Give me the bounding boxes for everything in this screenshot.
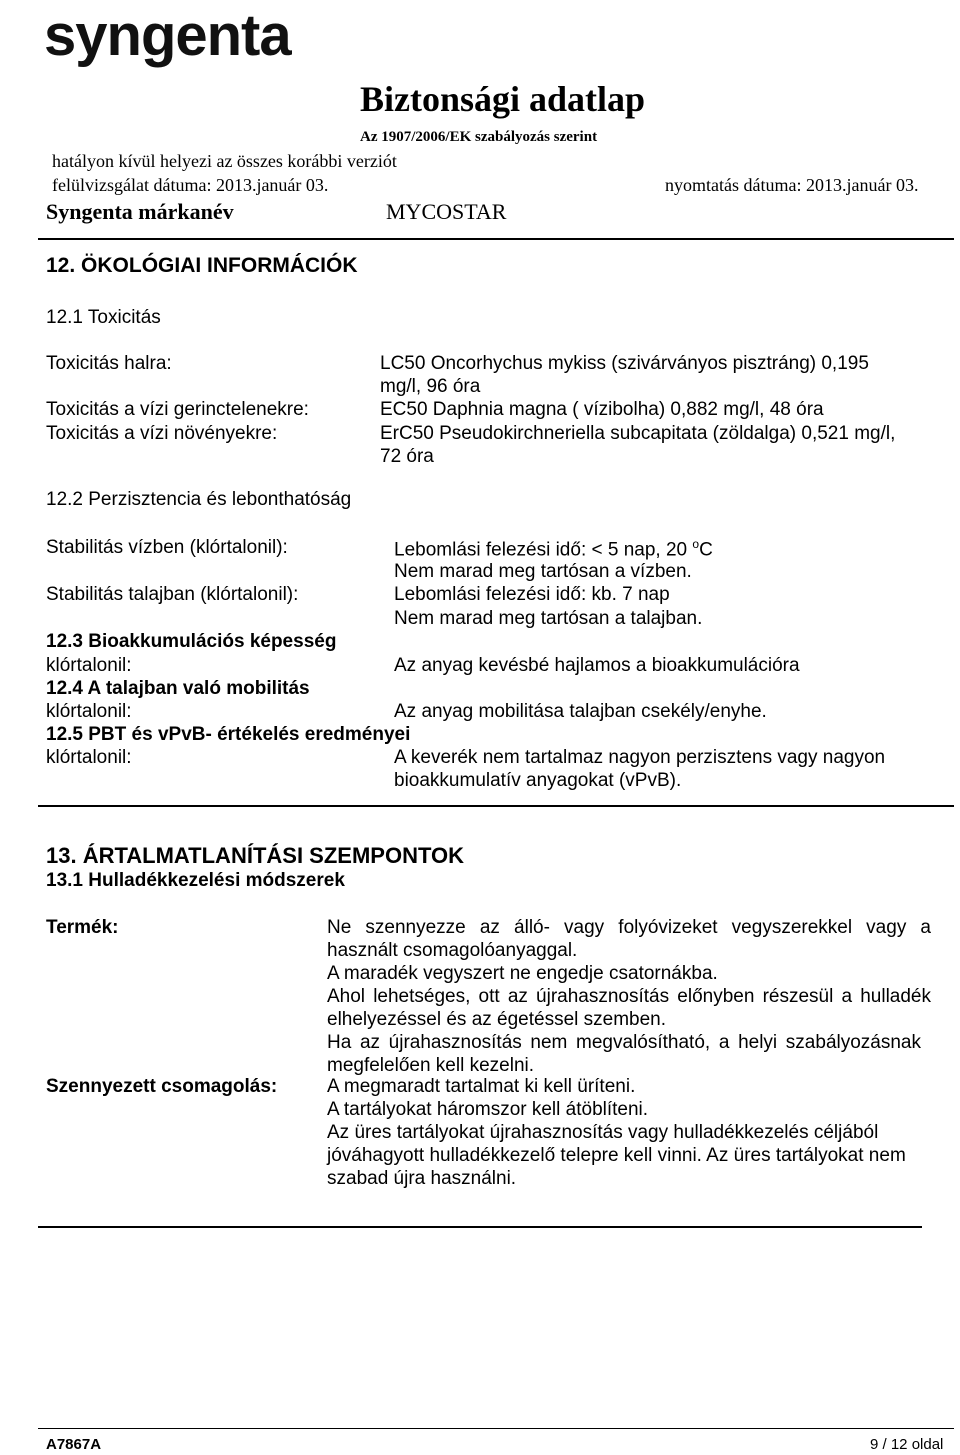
packaging-label: Szennyezett csomagolás: <box>46 1076 278 1097</box>
section-12-3-heading: 12.3 Bioakkumulációs képesség <box>46 631 337 652</box>
section-12-heading: 12. ÖKOLÓGIAI INFORMÁCIÓK <box>46 254 358 277</box>
stability-soil-value-1: Lebomlási felezési idő: kb. 7 nap <box>394 584 670 605</box>
section-13-divider <box>38 1226 922 1228</box>
mobility-value: Az anyag mobilitása talajban csekély/enyhe. <box>394 701 767 722</box>
bio-value: Az anyag kevésbé hajlamos a bioakkumulációra <box>394 655 800 676</box>
tox-invertebrates-label: Toxicitás a vízi gerinctelenekre: <box>46 399 309 420</box>
packaging-line-4: jóváhagyott hulladékkezelő telepre kell vinni. Az üres tartályokat nem <box>327 1145 906 1166</box>
pbt-label: klórtalonil: <box>46 747 132 768</box>
tox-fish-label: Toxicitás halra: <box>46 353 172 374</box>
pbt-value-1: A keverék nem tartalmaz nagyon perzisztens vagy nagyon <box>394 747 886 768</box>
tox-fish-value-2: mg/l, 96 óra <box>380 376 481 397</box>
product-line-6: Ha az újrahasznosítás nem megvalósítható, a helyi szabályozásnak <box>327 1032 921 1053</box>
section-12-2-heading: 12.2 Perzisztencia és lebonthatóság <box>46 489 352 510</box>
product-line-1: Ne szennyezze az álló- vagy folyóvizeket vegyszerekkel vagy a <box>327 917 931 938</box>
packaging-line-3: Az üres tartályokat újrahasznosítás vagy hulladékkezelés céljából <box>327 1122 879 1143</box>
syngenta-logo: syngenta <box>44 3 291 68</box>
tox-plants-label: Toxicitás a vízi növényekre: <box>46 423 278 444</box>
brand-label: Syngenta márkanév <box>46 199 234 224</box>
product-label: Termék: <box>46 917 119 938</box>
print-date: nyomtatás dátuma: 2013.január 03. <box>665 175 919 195</box>
section-12-1-heading: 12.1 Toxicitás <box>46 307 161 328</box>
section-12-5-heading: 12.5 PBT és vPvB- értékelés eredményei <box>46 724 411 745</box>
revision-date: felülvizsgálat dátuma: 2013.január 03. <box>52 175 329 195</box>
stability-water-value-1: Lebomlási felezési idő: < 5 nap, 20 $^o$C <box>394 537 713 561</box>
product-line-4: Ahol lehetséges, ott az újrahasznosítás előnyben részesül a hulladék <box>327 986 931 1007</box>
packaging-line-1: A megmaradt tartalmat ki kell üríteni. <box>327 1076 636 1097</box>
section-13-heading: 13. ÁRTALMATLANÍTÁSI SZEMPONTOK <box>46 843 464 868</box>
product-line-2: használt csomagolóanyaggal. <box>327 940 578 961</box>
footer-divider <box>38 1428 954 1429</box>
page-title: Biztonsági adatlap <box>360 79 646 119</box>
section-12-4-heading: 12.4 A talajban való mobilitás <box>46 678 310 699</box>
packaging-line-5: szabad újra használni. <box>327 1168 517 1189</box>
tox-plants-value-1: ErC50 Pseudokirchneriella subcapitata (zöldalga) 0,521 mg/l, <box>380 423 896 444</box>
stability-water-value-2: Nem marad meg tartósan a vízben. <box>394 561 692 582</box>
mobility-label: klórtalonil: <box>46 701 132 722</box>
product-line-3: A maradék vegyszert ne engedje csatornákba. <box>327 963 718 984</box>
document-code: A7867A <box>46 1436 102 1453</box>
degree-sup: o <box>692 537 700 551</box>
page-number: 9 / 12 oldal <box>870 1436 944 1453</box>
tox-invertebrates-value: EC50 Daphnia magna ( vízibolha) 0,882 mg/l, 48 óra <box>380 399 824 420</box>
stability-soil-value-2: Nem marad meg tartósan a talajban. <box>394 608 703 629</box>
section-13-1-heading: 13.1 Hulladékkezelési módszerek <box>46 870 345 891</box>
stability-water-label: Stabilitás vízben (klórtalonil): <box>46 537 288 558</box>
section-12-divider <box>38 805 954 807</box>
packaging-line-2: A tartályokat háromszor kell átöblíteni. <box>327 1099 649 1120</box>
stability-soil-label: Stabilitás talajban (klórtalonil): <box>46 584 299 605</box>
brand-name: MYCOSTAR <box>386 199 507 224</box>
product-line-7: megfelelően kell kezelni. <box>327 1055 535 1076</box>
product-line-5: elhelyezéssel és az égetéssel szemben. <box>327 1009 667 1030</box>
pbt-value-2: bioakkumulatív anyagokat (vPvB). <box>394 770 682 791</box>
bio-label: klórtalonil: <box>46 655 132 676</box>
header-divider <box>38 238 954 240</box>
tox-plants-value-2: 72 óra <box>380 446 434 467</box>
tox-fish-value-1: LC50 Oncorhychus mykiss (szivárványos pisztráng) 0,195 <box>380 353 869 374</box>
supersedes-note: hatályon kívül helyezi az összes korábbi verziót <box>52 151 397 171</box>
regulation-subtitle: Az 1907/2006/EK szabályozás szerint <box>360 129 598 145</box>
